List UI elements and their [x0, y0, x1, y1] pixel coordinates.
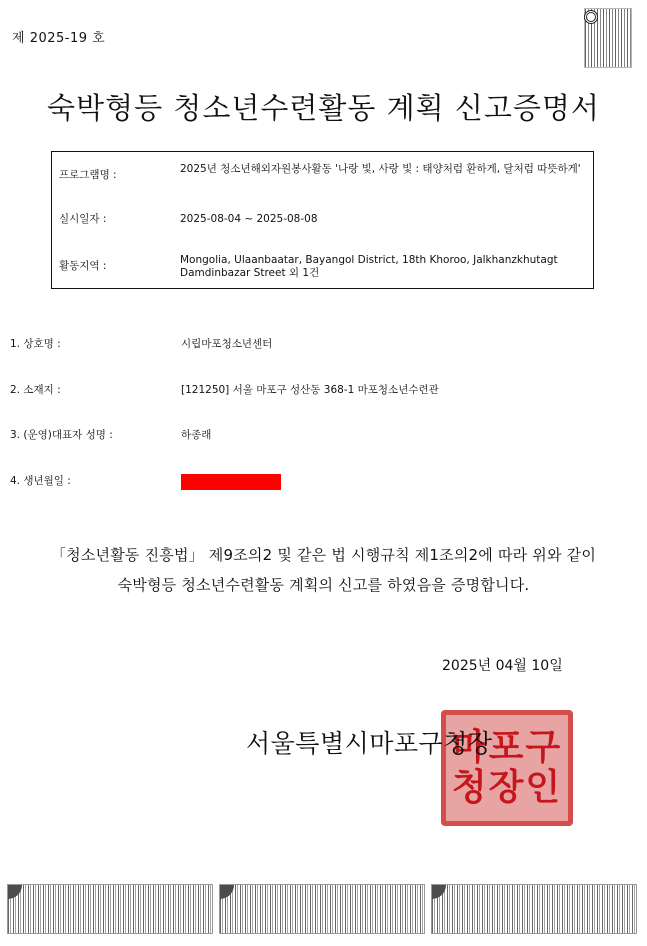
- seal-line-2: 청장인: [451, 767, 563, 808]
- document-title: 숙박형등 청소년수련활동 계획 신고증명서: [47, 91, 600, 125]
- seal-line-1: 마포구: [451, 727, 563, 768]
- barcode-corner-icon: [8, 885, 22, 899]
- dates-label: 실시일자 :: [59, 213, 107, 225]
- statement-line-2: 숙박형등 청소년수련활동 계획의 신고를 하였음을 증명합니다.: [117, 576, 530, 594]
- program-name-value: 2025년 청소년해외자원봉사활동 '나랑 빛, 사랑 빛 : 태양처럼 환하게, 달처럼 따뜻하게': [180, 163, 581, 175]
- company-value: 시립마포청소년센터: [181, 338, 273, 350]
- issuer-name: 서울특별시마포구청장: [246, 729, 493, 758]
- dates-value: 2025-08-04 ~ 2025-08-08: [180, 213, 318, 225]
- birthdate-label: 4. 생년월일 :: [10, 475, 71, 487]
- certification-statement: [0, 540, 647, 600]
- bottom-barcode-2: [219, 884, 425, 934]
- program-info-box: [51, 151, 594, 289]
- barcode-corner-icon: [220, 885, 234, 899]
- statement-line-1: 「청소년활동 진흥법」 제9조의2 및 같은 법 시행규칙 제1조의2에 따라 위와 같이: [50, 546, 597, 564]
- area-value: Mongolia, Ulaanbaatar, Bayangol District, 18th Khoroo, Jalkhanzkhutagt Damdinbazar Street 외 1건: [180, 254, 558, 279]
- bottom-barcode-1: [7, 884, 213, 934]
- representative-value: 하종래: [181, 429, 212, 441]
- program-name-label: 프로그램명 :: [59, 169, 117, 181]
- area-label: 활동지역 :: [59, 260, 107, 272]
- barcode-corner-icon: [432, 885, 446, 899]
- birthdate-redaction: [181, 474, 281, 490]
- address-label: 2. 소재지 :: [10, 384, 61, 396]
- issue-date: 2025년 04월 10일: [442, 658, 563, 674]
- address-value: [121250] 서울 마포구 성산동 368-1 마포청소년수련관: [181, 384, 439, 396]
- barcode-logo-icon: [584, 10, 598, 24]
- bottom-barcode-3: [431, 884, 637, 934]
- document-number: 제 2025-19 호: [12, 31, 106, 46]
- representative-label: 3. (운영)대표자 성명 :: [10, 429, 113, 441]
- company-label: 1. 상호명 :: [10, 338, 61, 350]
